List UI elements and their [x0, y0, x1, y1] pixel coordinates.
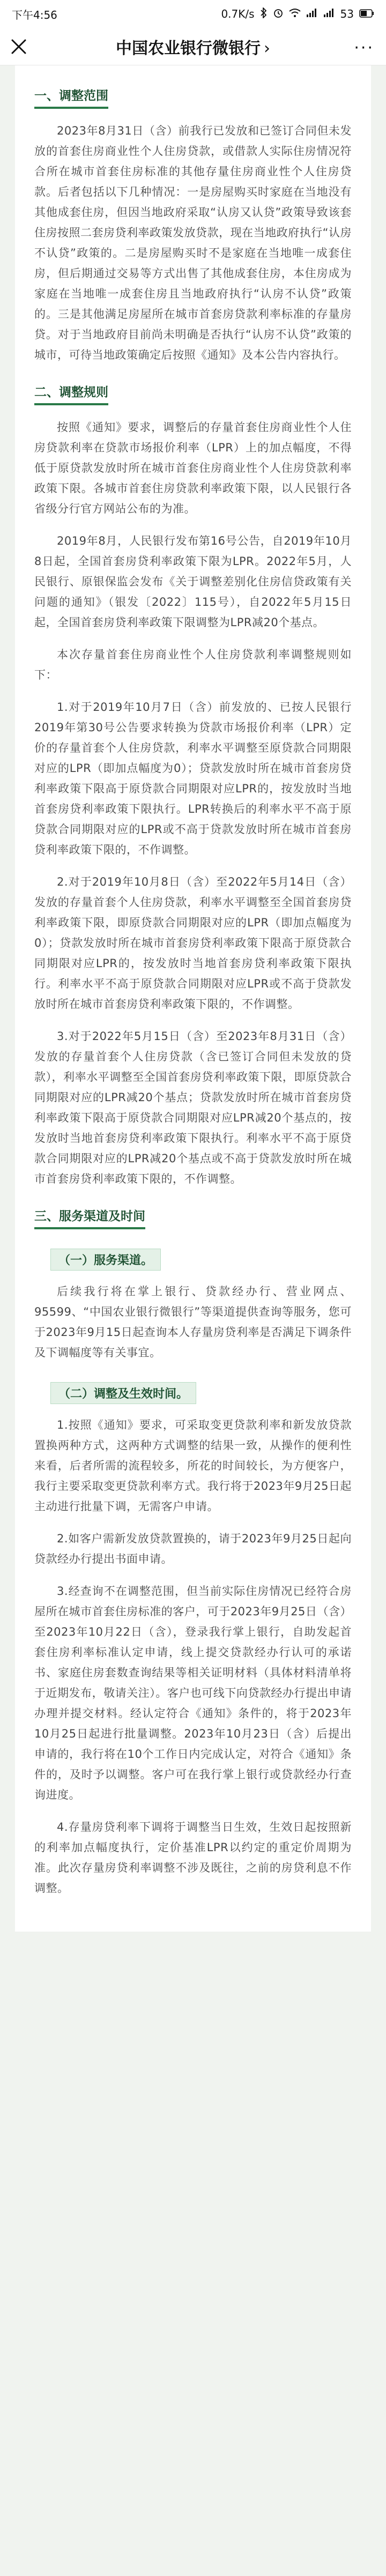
paragraph: 4.存量房贷利率下调将于调整当日生效，生效日起按照新的利率加点幅度执行，定价基准LPR以约定的重定价周期为准。此次存量房贷利率调整不涉及既往，之前的房贷利息不作调整。: [34, 1821, 352, 1895]
paragraph: 3.对于2022年5月15日（含）至2023年8月31日（含）发放的存量首套个人住房贷款（含已签订合同但未发放的贷款），利率水平调整至全国首套房贷利率政策下限，即原贷款合同期限对应的LPR减20个基点；贷款发放时所在城市首套房贷利率政策下限高于原贷款合同期限对应LPR减20个基点的，按发放时当地首套房贷利率政策下限执行。利率水平不高于原贷款合同期限对应的LPR减20个基点或不高于贷款发放时所在城市首套房贷利率政策下限的，不作调整。: [34, 1030, 352, 1185]
paragraph: 2.对于2019年10月8日（含）至2022年5月14日（含）发放的存量首套个人住房贷款，利率水平调整至全国首套房贷利率政策下限，即原贷款合同期限对应的LPR（即加点幅度为0）；贷款发放时所在城市首套房贷利率政策下限高于原贷款合同期限对应LPR的，按发放时当地首套房贷利率政策下限执行。利率水平不高于原贷款合同期限对应LPR或不高于贷款发放时所在城市首套房贷利率政策下限的，不作调整。: [34, 875, 352, 1011]
status-time: 下午4:56: [12, 8, 57, 21]
article-content: [15, 65, 371, 1932]
paragraph: 1.对于2019年10月7日（含）前发放的、已按人民银行2019年第30号公告要求转换为贷款市场报价利率（LPR）定价的存量首套个人住房贷款，利率水平调整至原贷款合同期限对应的LPR（即加点幅度为0）；贷款发放时所在城市首套房贷利率政策下限高于原贷款合同期限对应LPR的，按发放时当地首套房贷利率政策下限执行。LPR转换后的利率水平不高于原贷款合同期限对应的LPR或不高于贷款发放时所在城市首套房贷利率政策下限的，不作调整。: [34, 701, 352, 856]
paragraph: 后续我行将在掌上银行、贷款经办行、营业网点、95599、“中国农业银行微银行”等渠道提供查询等服务，您可于2023年9月15日起查询本人存量房贷利率是否满足下调条件及下调幅度等有关事宜。: [34, 1285, 352, 1359]
signal-icon: [306, 8, 318, 20]
status-right: [221, 8, 374, 21]
bluetooth-icon: [260, 8, 268, 21]
nav-bar: [0, 28, 386, 65]
status-bar: [0, 0, 386, 28]
signal-icon-2: [323, 8, 335, 20]
paragraph: 1.按照《通知》要求，可采取变更贷款利率和新发放贷款置换两种方式，这两种方式调整的结果一致，从操作的便利性来看，后者所需的流程较多，所花的时间较长，为方便客户，我行主要采取变更贷款利率方式。我行将于2023年9月25日起主动进行批量下调，无需客户申请。: [34, 1419, 352, 1513]
alarm-icon: [273, 8, 284, 21]
section-service: [34, 1201, 352, 1898]
battery-icon: [359, 8, 374, 20]
section-title: 二、调整规则: [34, 382, 108, 405]
more-icon[interactable]: ···: [354, 39, 374, 57]
subsection-title: （一）服务渠道。: [50, 1249, 161, 1271]
paragraph: 2023年8月31日（含）前我行已发放和已签订合同但未发放的首套住房商业性个人住房贷款，或借款人实际住房情况符合所在城市首套住房标准的其他存量住房商业性个人住房贷款。后者包括以下几种情况：一是房屋购买时家庭在当地没有其他成套住房，但因当地政府采取“认房又认贷”政策导致该套住房按照二套房贷利率政策发放贷款，现在当地政府执行“认房不认贷”政策的。二是房屋购买时不是家庭在当地唯一成套住房，但后期通过交易等方式出售了其他成套住房，本住房成为家庭在当地唯一成套住房且当地政府执行“认房不认贷”政策的。三是其他满足房屋所在城市首套房贷款利率标准的存量房贷。对于当地政府目前尚未明确是否执行“认房不认贷”政策的城市，可待当地政策确定后按照《通知》及本公告内容执行。: [34, 124, 352, 361]
chevron-right-icon: ›: [264, 39, 270, 58]
paragraph: 本次存量首套住房商业性个人住房贷款利率调整规则如下：: [34, 648, 352, 681]
network-speed: 0.7K/s: [221, 8, 255, 20]
paragraph: 3.经查询不在调整范围，但当前实际住房情况已经符合房屋所在城市首套住房标准的客户，可于2023年9月25日（含）至2023年10月22日（含），登录我行掌上银行，自助发起首套住房利率标准认定申请，线上提交贷款经办行认可的承诺书、家庭住房套数查询结果等相关证明材料（具体材料清单将于近期发布，敬请关注）。客户也可线下向贷款经办行提出申请办理并提交材料。经认定符合《通知》条件的，将于2023年10月25日起进行批量调整。2023年10月23日（含）后提出申请的，我行将在10个工作日内完成认定，对符合《通知》条件的，及时予以调整。客户可在我行掌上银行或贷款经办行查询进度。: [34, 1585, 352, 1801]
subsection-title: （二）调整及生效时间。: [50, 1382, 196, 1404]
section-title: 三、服务渠道及时间: [34, 1206, 145, 1229]
close-icon[interactable]: [10, 38, 28, 56]
section-title: 一、调整范围: [34, 86, 108, 109]
paragraph: 2019年8月，人民银行发布第16号公告，自2019年10月8日起，全国首套房贷利率政策下限为LPR。2022年5月，人民银行、原银保监会发布《关于调整差别化住房信贷政策有关问题的通知》（银发〔2022〕115号），自2022年5月15日起，全国首套房贷利率政策下限调整为LPR减20个基点。: [34, 534, 352, 629]
nav-title-text: 中国农业银行微银行: [116, 39, 261, 58]
section-rules: [34, 377, 352, 1189]
nav-title[interactable]: [0, 35, 386, 58]
wifi-icon: [289, 8, 301, 20]
battery-level: 53: [340, 8, 354, 20]
paragraph: 按照《通知》要求，调整后的存量首套住房商业性个人住房贷款利率在贷款市场报价利率（LPR）上的加点幅度，不得低于原贷款发放时所在城市首套住房商业性个人住房贷款利率政策下限。各城市首套住房贷款利率政策下限，以人民银行各省级分行官方网站公布的为准。: [34, 421, 352, 515]
section-scope: [34, 80, 352, 365]
paragraph: 2.如客户需新发放贷款置换的，请于2023年9月25日起向贷款经办行提出书面申请。: [34, 1532, 352, 1565]
